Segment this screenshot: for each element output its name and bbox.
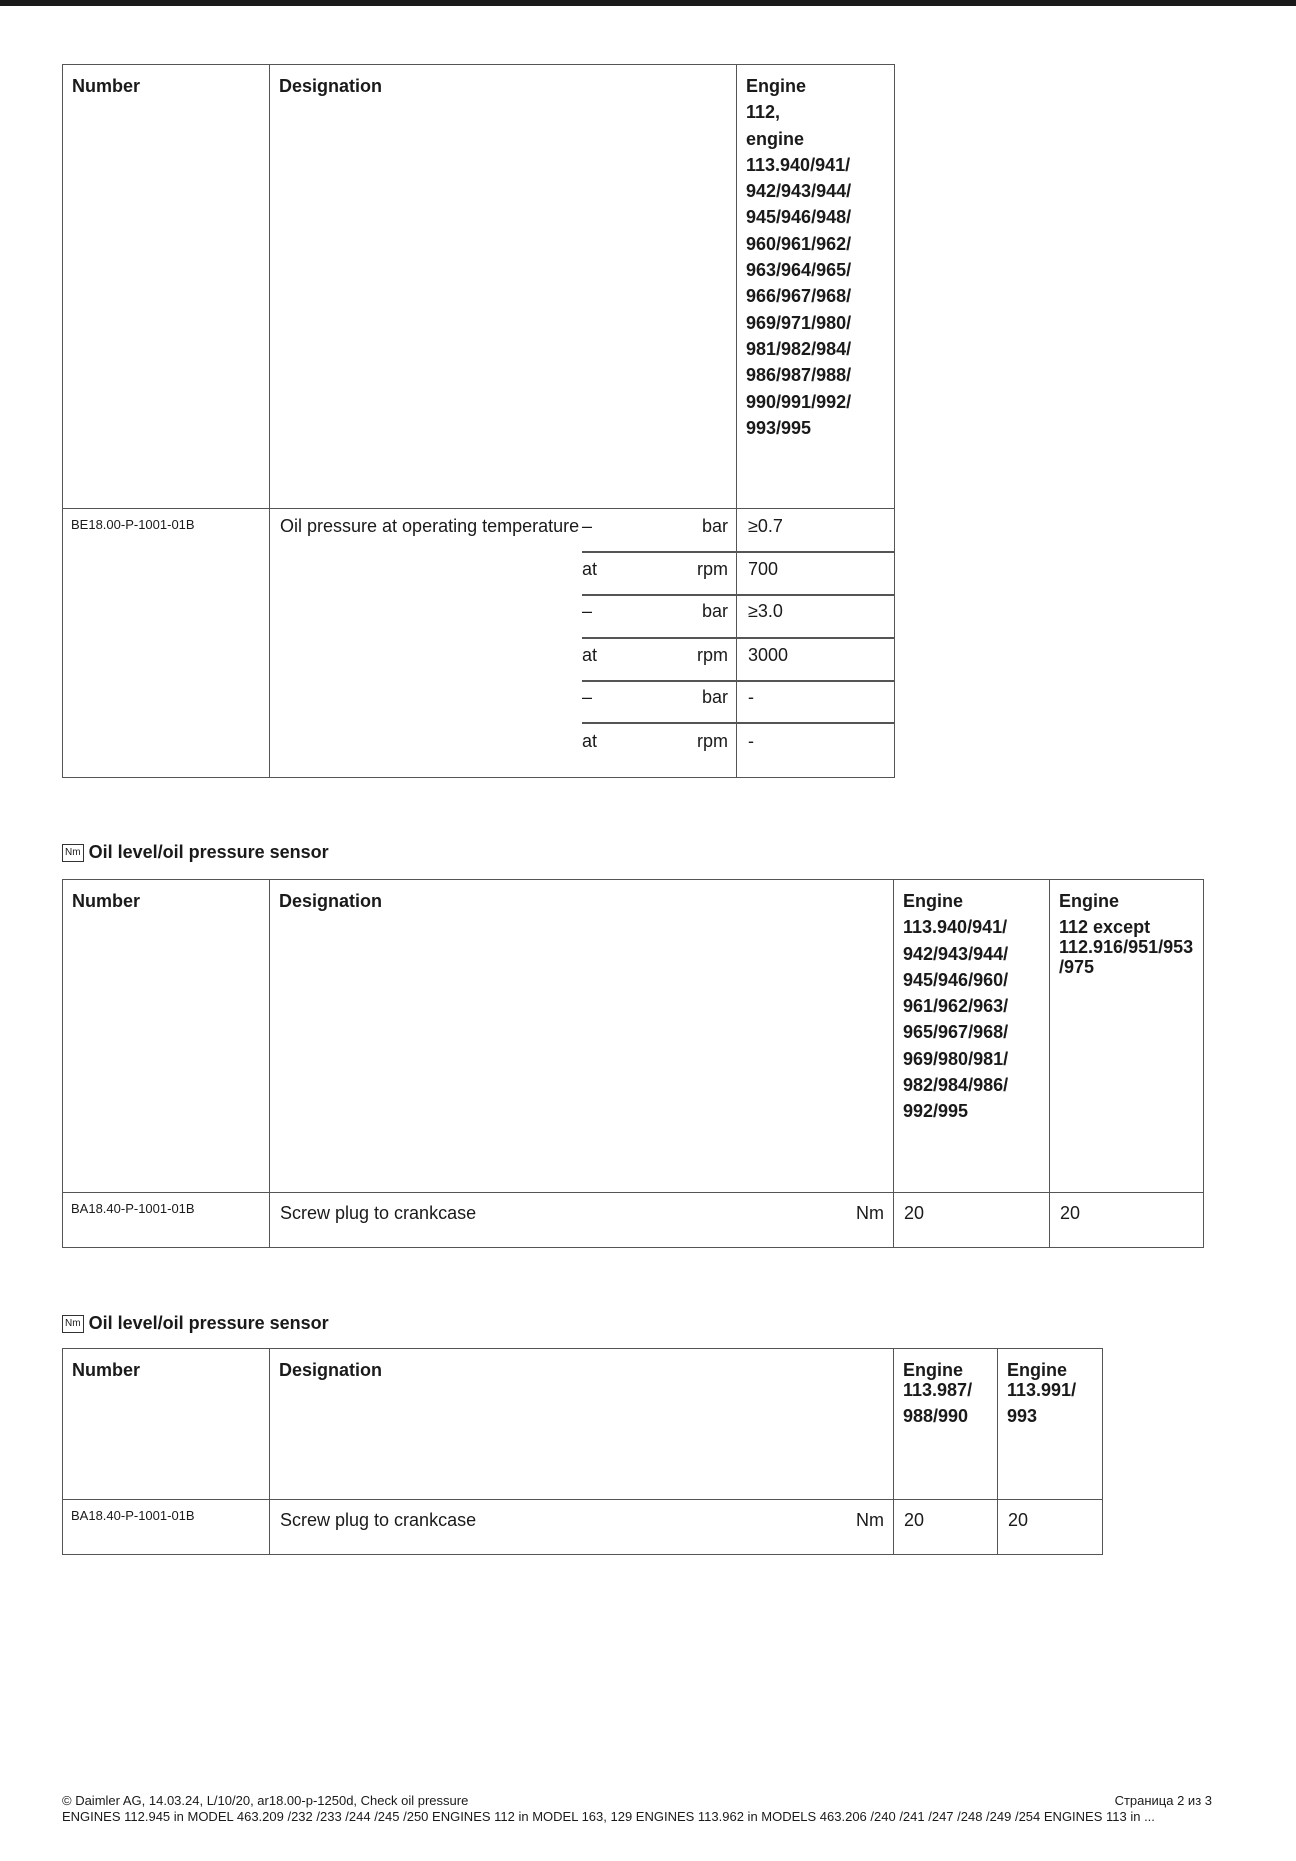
- engine-line: 113.987/: [903, 1380, 973, 1400]
- engine-line: Engine: [903, 1360, 964, 1380]
- subrow-unit: rpm: [697, 559, 728, 579]
- subrow: [582, 516, 894, 540]
- row-value-a: 20: [894, 1193, 1050, 1248]
- page-number: Страница 2 из 3: [1114, 1793, 1212, 1808]
- engine-line: Engine: [1059, 891, 1120, 911]
- engine-line: 986/987/988/: [746, 365, 852, 386]
- page-footer: [62, 1793, 1212, 1825]
- subrow-value: -: [748, 731, 754, 751]
- subrow-prefix: at: [582, 731, 598, 751]
- row-designation: Oil pressure at operating temperature: [270, 509, 737, 778]
- subrow: [582, 687, 894, 711]
- torque-nm-icon: Nm: [62, 1315, 84, 1333]
- subrow-prefix: –: [582, 516, 593, 536]
- subrow: [582, 645, 894, 669]
- torque-nm-icon: Nm: [62, 844, 84, 862]
- engine-line: /975: [1059, 957, 1095, 977]
- subrow-prefix: at: [582, 559, 598, 579]
- subrow-value: ≥0.7: [748, 516, 783, 536]
- subrow-value: ≥3.0: [748, 601, 783, 621]
- subrow-prefix: –: [582, 687, 593, 707]
- engine-line: 113.940/941/: [903, 917, 1008, 938]
- row-value-b: 20: [1050, 1193, 1204, 1248]
- sensor-torque-table: [62, 1348, 1103, 1555]
- section-title: [62, 842, 329, 863]
- engine-line: Engine: [903, 891, 964, 911]
- header-engine-b: [1050, 880, 1204, 1193]
- header-number: Number: [63, 1349, 270, 1500]
- engine-line: 993: [1007, 1406, 1038, 1426]
- header-engine-a: [894, 1349, 998, 1500]
- engine-line: 982/984/986/: [903, 1075, 1009, 1096]
- engine-line: 963/964/965/: [746, 260, 852, 281]
- header-engine-a: [894, 880, 1050, 1193]
- row-number: BA18.40-P-1001-01B: [63, 1500, 270, 1555]
- section-title: [62, 1313, 329, 1334]
- engine-line: 992/995: [903, 1101, 969, 1122]
- engine-line: 960/961/962/: [746, 233, 852, 254]
- subrow-prefix: –: [582, 601, 593, 621]
- engine-line: 969/971/980/: [746, 312, 852, 333]
- subrow: [582, 559, 894, 583]
- header-engine: [737, 65, 895, 509]
- engine-line: 945/946/960/: [903, 969, 1009, 990]
- header-number: Number: [63, 880, 270, 1193]
- engine-line: 993/995: [746, 417, 812, 438]
- engine-line: 112 except: [1059, 917, 1151, 937]
- engine-line: 966/967/968/: [746, 286, 852, 307]
- subrow-unit: bar: [701, 516, 728, 536]
- engine-line: 965/967/968/: [903, 1022, 1009, 1043]
- row-number: BE18.00-P-1001-01B: [63, 509, 270, 778]
- header-number: Number: [63, 65, 270, 509]
- subrow-unit: bar: [701, 601, 728, 621]
- row-unit: Nm: [856, 1203, 884, 1223]
- subrow: [582, 601, 894, 625]
- row-value-b: 20: [998, 1500, 1103, 1555]
- engine-line: 988/990: [903, 1406, 969, 1426]
- engine-line: 112,: [746, 102, 781, 123]
- row-designation: Screw plug to crankcase Nm: [270, 1500, 894, 1555]
- subrow-value: 700: [748, 559, 779, 579]
- row-unit: Nm: [856, 1510, 884, 1530]
- engine-line: Engine: [1007, 1360, 1068, 1380]
- row-number: BA18.40-P-1001-01B: [63, 1193, 270, 1248]
- header-engine-b: [998, 1349, 1103, 1500]
- header-designation: Designation: [270, 880, 894, 1193]
- subrow-unit: rpm: [697, 731, 728, 751]
- footer-applicability: ENGINES 112.945 in MODEL 463.209 /232 /233 /244 /245 /250 ENGINES 112 in MODEL 163, 129 ENGINES 113.962 in MODELS 463.206 /240 /241 /247 /248 /249 /254 ENGINES 113 in ...: [62, 1809, 1155, 1824]
- engine-line: 990/991/992/: [746, 391, 852, 412]
- subrow-unit: bar: [701, 687, 728, 707]
- subrow-value: 3000: [748, 645, 789, 665]
- engine-line: 981/982/984/: [746, 338, 852, 359]
- section-title-text: Oil level/oil pressure sensor: [88, 1313, 329, 1333]
- row-value-a: 20: [894, 1500, 998, 1555]
- engine-line: 942/943/944/: [746, 181, 852, 202]
- footer-copyright: © Daimler AG, 14.03.24, L/10/20, ar18.00-p-1250d, Check oil pressure: [62, 1793, 469, 1808]
- subrow: [582, 731, 894, 755]
- subrow-prefix: at: [582, 645, 598, 665]
- subrow-value: -: [748, 687, 754, 707]
- subrow-unit: rpm: [697, 645, 728, 665]
- engine-line: engine: [746, 128, 805, 149]
- top-border: [0, 0, 1296, 6]
- engine-line: 113.940/941/: [746, 154, 851, 175]
- engine-line: 112.916/951/953: [1059, 937, 1194, 957]
- header-designation: Designation: [270, 65, 737, 509]
- row-designation: Screw plug to crankcase Nm: [270, 1193, 894, 1248]
- engine-line: 942/943/944/: [903, 943, 1009, 964]
- oil-pressure-table: [62, 64, 895, 778]
- engine-line: Engine: [746, 76, 807, 96]
- header-designation: Designation: [270, 1349, 894, 1500]
- engine-line: 969/980/981/: [903, 1048, 1009, 1069]
- engine-line: 113.991/: [1007, 1380, 1077, 1400]
- section-title-text: Oil level/oil pressure sensor: [88, 842, 329, 862]
- engine-line: 961/962/963/: [903, 996, 1009, 1017]
- sensor-torque-table: [62, 879, 1204, 1248]
- engine-line: 945/946/948/: [746, 207, 852, 228]
